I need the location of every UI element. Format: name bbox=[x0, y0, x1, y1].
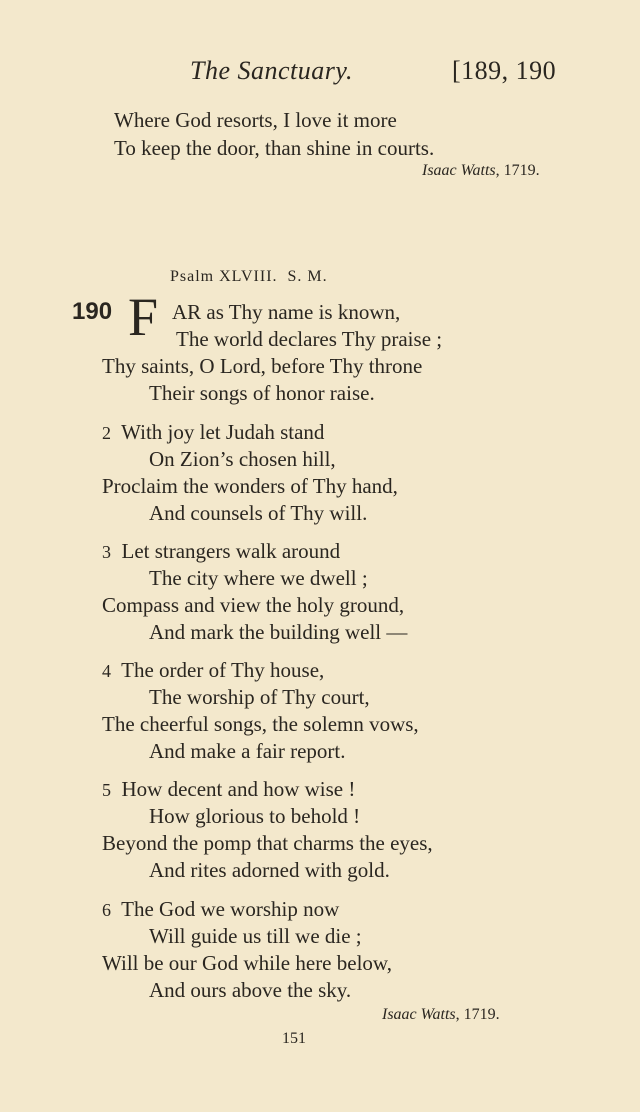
verse-number: 5 bbox=[102, 780, 111, 800]
verse-line: Thy saints, O Lord, before Thy throne bbox=[102, 354, 423, 378]
author-name: Isaac Watts bbox=[422, 162, 496, 179]
verse-line: The world declares Thy praise ; bbox=[176, 327, 443, 351]
hymn-attribution bbox=[382, 1006, 500, 1024]
prev-hymn-line: Where God resorts, I love it more bbox=[114, 108, 397, 132]
hymn-number: 190 bbox=[72, 298, 113, 325]
verse-line: And make a fair report. bbox=[149, 739, 346, 763]
verse-line: How glorious to behold ! bbox=[149, 804, 361, 828]
verse-text: The order of Thy house, bbox=[121, 658, 325, 682]
verse-number: 6 bbox=[102, 900, 111, 920]
running-title: The Sanctuary. bbox=[190, 56, 353, 85]
author-name: Isaac Watts bbox=[382, 1006, 456, 1023]
verse-line: The cheerful songs, the solemn vows, bbox=[102, 712, 419, 736]
verse-line bbox=[102, 420, 324, 445]
prev-hymn-line: To keep the door, than shine in courts. bbox=[114, 136, 435, 160]
author-year: , 1719. bbox=[495, 162, 540, 179]
drop-cap: F bbox=[128, 287, 159, 347]
verse-line: Their songs of honor raise. bbox=[149, 381, 375, 405]
verse-text: How decent and how wise ! bbox=[121, 777, 356, 801]
verse-line: The worship of Thy court, bbox=[149, 685, 370, 709]
verse-text: The God we worship now bbox=[121, 897, 340, 921]
prev-hymn-attribution bbox=[422, 162, 540, 180]
verse-line: Proclaim the wonders of Thy hand, bbox=[102, 474, 398, 498]
psalm-meter: S. M. bbox=[287, 268, 328, 285]
psalm-heading bbox=[170, 268, 328, 286]
verse-line: Will be our God while here below, bbox=[102, 951, 392, 975]
verse-line: Will guide us till we die ; bbox=[149, 924, 362, 948]
verse-line: Compass and view the holy ground, bbox=[102, 593, 405, 617]
psalm-numeral: XLVIII. bbox=[219, 268, 278, 285]
verse-number: 2 bbox=[102, 423, 111, 443]
psalm-label: Psalm bbox=[170, 268, 215, 285]
verse-number: 4 bbox=[102, 661, 111, 681]
verse-line: And rites adorned with gold. bbox=[149, 858, 390, 882]
verse-line: The city where we dwell ; bbox=[149, 566, 368, 590]
verse-line: AR as Thy name is known, bbox=[172, 300, 401, 324]
page-number: 151 bbox=[282, 1030, 306, 1047]
verse-text: Let strangers walk around bbox=[121, 539, 341, 563]
verse-line bbox=[102, 777, 355, 802]
verse-line bbox=[102, 539, 340, 564]
verse-line bbox=[102, 897, 339, 922]
verse-line: And ours above the sky. bbox=[149, 978, 352, 1002]
verse-line bbox=[102, 658, 324, 683]
verse-number: 3 bbox=[102, 542, 111, 562]
verse-line: Beyond the pomp that charms the eyes, bbox=[102, 831, 433, 855]
author-year: , 1719. bbox=[455, 1006, 500, 1023]
hymn-range: [189, 190 bbox=[452, 56, 557, 85]
verse-line: And counsels of Thy will. bbox=[149, 501, 368, 525]
verse-text: With joy let Judah stand bbox=[121, 420, 325, 444]
verse-line: And mark the building well — bbox=[149, 620, 408, 644]
verse-line: On Zion’s chosen hill, bbox=[149, 447, 336, 471]
